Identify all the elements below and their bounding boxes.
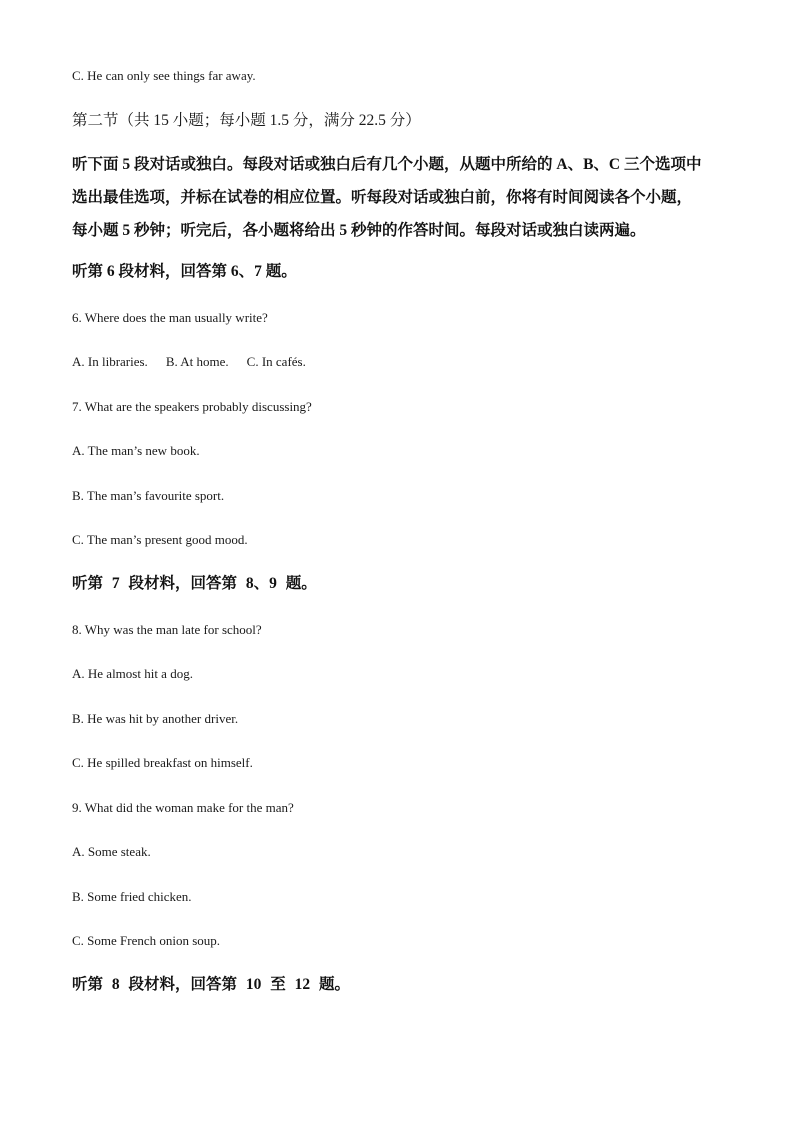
instruction-line: 听下面 5 段对话或独白。每段对话或独白后有几个小题，从题中所给的 A、B、C 三个选项中 (72, 156, 702, 173)
previous-question-option-c: C. He can only see things far away. (72, 68, 256, 83)
option-b: B. The man’s favourite sport. (72, 488, 225, 503)
option-b: B. Some fried chicken. (72, 889, 192, 904)
option-c: C. In cafés. (246, 354, 306, 369)
option-c: C. The man’s present good mood. (72, 532, 248, 547)
question-stem: 8. Why was the man late for school? (72, 622, 262, 637)
section-instructions (72, 148, 732, 247)
question-stem: 9. What did the woman make for the man? (72, 800, 294, 815)
question-stem: 7. What are the speakers probably discussing? (72, 399, 312, 414)
option-b: B. He was hit by another driver. (72, 711, 239, 726)
question-stem: 6. Where does the man usually write? (72, 310, 268, 325)
option-c: C. He spilled breakfast on himself. (72, 755, 253, 770)
group-heading: 听第 8 段材料，回答第 10 至 12 题。 (72, 976, 351, 993)
option-c: C. Some French onion soup. (72, 933, 221, 948)
option-a: A. The man’s new book. (72, 443, 200, 458)
option-a: A. In libraries. (72, 354, 148, 369)
group-heading: 听第 7 段材料，回答第 8、9 题。 (72, 575, 317, 592)
question-options (72, 354, 306, 370)
option-a: A. Some steak. (72, 844, 151, 859)
option-b: B. At home. (165, 354, 229, 369)
group-heading: 听第 6 段材料，回答第 6、7 题。 (72, 263, 297, 280)
instruction-line: 每小题 5 秒钟；听完后，各小题将给出 5 秒钟的作答时间。每段对话或独白读两遍。 (72, 222, 646, 239)
option-a: A. He almost hit a dog. (72, 666, 193, 681)
section-title: 第二节（共 15 小题；每小题 1.5 分，满分 22.5 分） (72, 112, 421, 129)
instruction-line: 选出最佳选项，并标在试卷的相应位置。听每段对话或独白前，你将有时间阅读各个小题， (72, 189, 693, 206)
